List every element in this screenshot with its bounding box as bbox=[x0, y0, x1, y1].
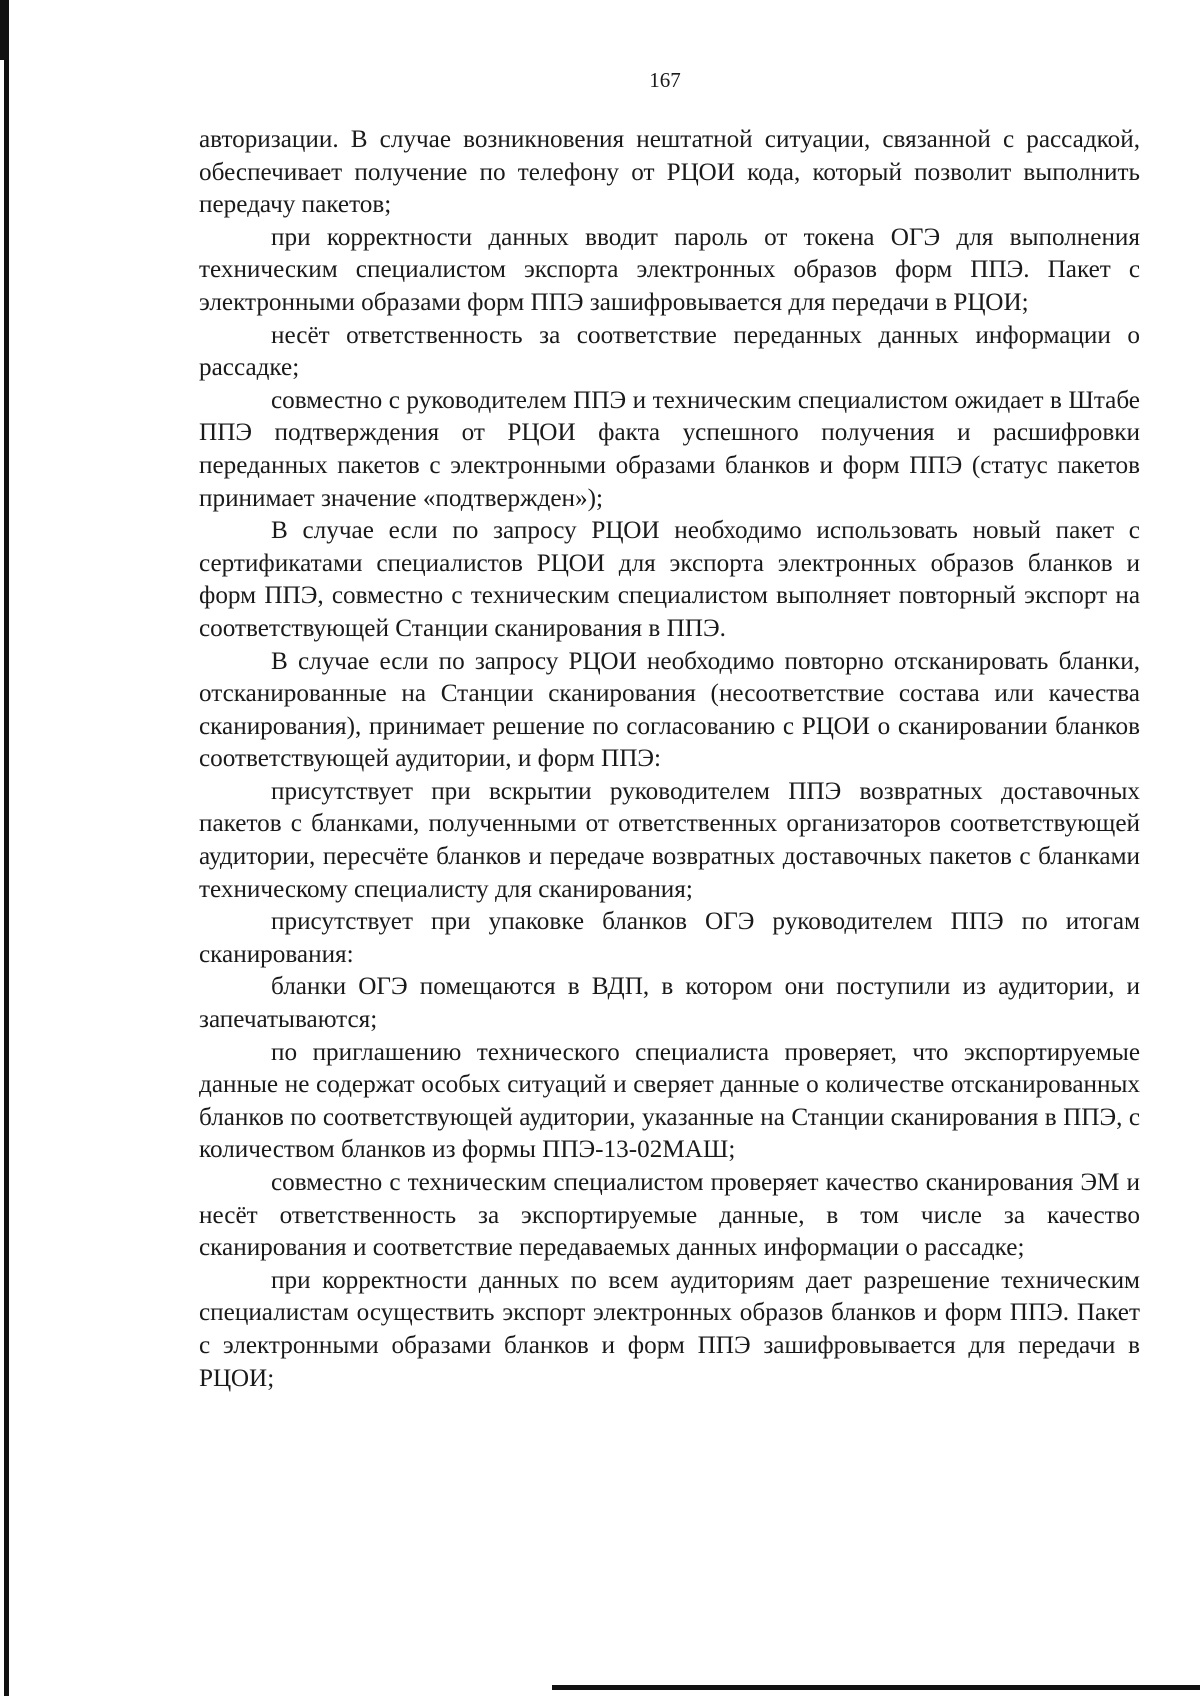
paragraph: присутствует при упаковке бланков ОГЭ руководителем ППЭ по итогам сканирования: bbox=[199, 908, 1140, 968]
paragraph: совместно с руководителем ППЭ и техническим специалистом ожидает в Штабе ППЭ подтверждения от РЦОИ факта успешного получения и расшифровки переданных пакетов с электронными образами бланков и форм ППЭ (статус пакетов принимает значение «подтвержден»); bbox=[199, 386, 1140, 512]
paragraph: при корректности данных вводит пароль от токена ОГЭ для выполнения техническим специалистом экспорта электронных образов форм ППЭ. Пакет с электронными образами форм ППЭ зашифровывается для передачи в РЦОИ; bbox=[199, 223, 1140, 316]
paragraph: В случае если по запросу РЦОИ необходимо повторно отсканировать бланки, отсканированные на Станции сканирования (несоответствие состава или качества сканирования), принимает решение по согласованию с РЦОИ о сканировании бланков соответствующей аудитории, и форм ППЭ: bbox=[199, 647, 1140, 773]
page-number: 167 bbox=[649, 68, 681, 92]
paragraph: совместно с техническим специалистом проверяет качество сканирования ЭМ и несёт ответственность за экспортируемые данные, в том числе за качество сканирования и соответствие передаваемых данных информации о рассадке; bbox=[199, 1169, 1140, 1262]
paragraph: несёт ответственность за соответствие переданных данных информации о рассадке; bbox=[199, 321, 1140, 382]
document-body bbox=[199, 124, 1140, 1395]
paragraph: при корректности данных по всем аудиториям дает разрешение техническим специалистам осуществить экспорт электронных образов бланков и форм ППЭ. Пакет с электронными образами бланков и форм ППЭ зашифровывается для передачи в РЦОИ; bbox=[199, 1266, 1140, 1392]
paragraph: авторизации. В случае возникновения нештатной ситуации, связанной с рассадкой, обеспечивает получение по телефону от РЦОИ кода, который позволит выполнить передачу пакетов; bbox=[199, 126, 1140, 219]
paragraph: по приглашению технического специалиста проверяет, что экспортируемые данные не содержат особых ситуаций и сверяет данные о количестве отсканированных бланков по соответствующей аудитории, указанные на Станции сканирования в ППЭ, с количеством бланков из формы ППЭ-13-02МАШ; bbox=[199, 1038, 1140, 1164]
scan-edge-bottom bbox=[552, 1685, 1200, 1690]
paragraph: присутствует при вскрытии руководителем ППЭ возвратных доставочных пакетов с бланками, полученными от ответственных организаторов соответствующей аудитории, пересчёте бланков и передаче возвратных доставочных пакетов с бланками техническому специалисту для сканирования; bbox=[199, 777, 1140, 903]
paragraph: бланки ОГЭ помещаются в ВДП, в котором они поступили из аудитории, и запечатываются; bbox=[199, 973, 1140, 1034]
scan-edge-left bbox=[4, 18, 9, 1696]
paragraph: В случае если по запросу РЦОИ необходимо использовать новый пакет с сертификатами специалистов РЦОИ для экспорта электронных образов бланков и форм ППЭ, совместно с техническим специалистом выполняет повторный экспорт на соответствующей Станции сканирования в ППЭ. bbox=[199, 517, 1140, 642]
